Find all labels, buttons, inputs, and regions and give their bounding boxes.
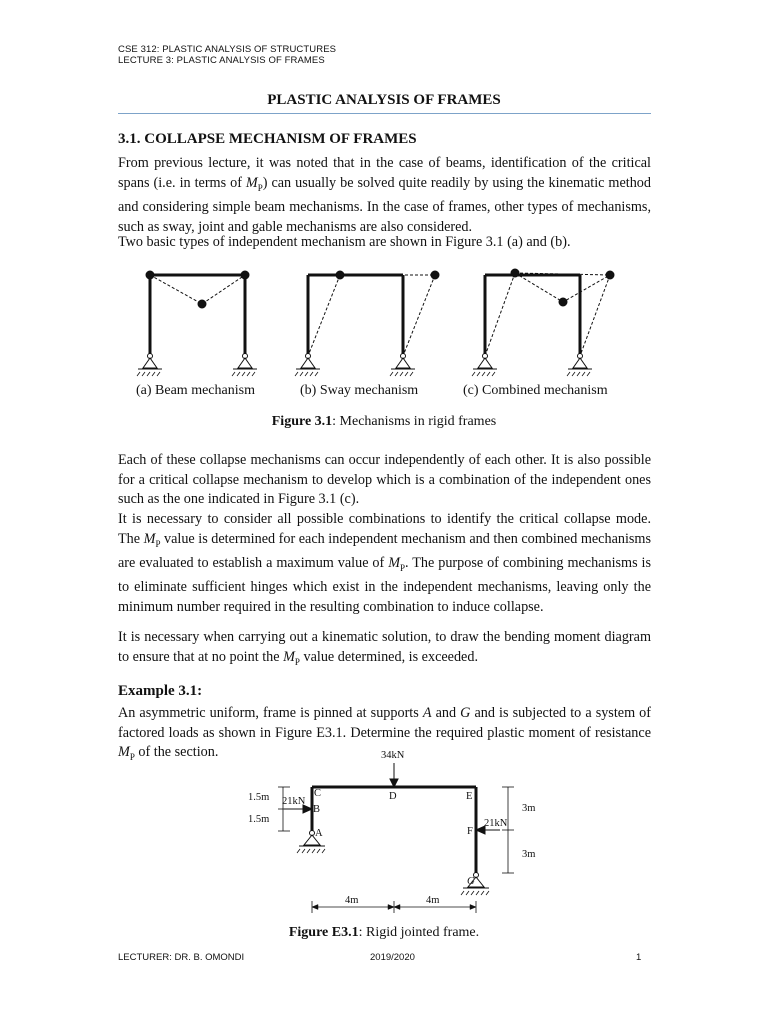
lecture-header: LECTURE 3: PLASTIC ANALYSIS OF FRAMES <box>118 55 325 66</box>
footer-page-number: 1 <box>636 952 642 963</box>
figure-e3-1-caption <box>0 925 768 941</box>
example-heading: Example 3.1: <box>118 683 203 699</box>
node-g-label: G <box>467 876 475 887</box>
node-e-label: E <box>466 791 473 802</box>
load-21kn-left-label: 21kN <box>282 796 306 807</box>
node-c-label: C <box>314 788 322 799</box>
dim-1-5m-lower: 1.5m <box>248 814 270 825</box>
title-divider <box>118 113 651 114</box>
footer-year: 2019/2020 <box>370 952 415 963</box>
para4-text-b: value is determined for each independent mechanism and then combined mechanisms are evaluated to establish a maximum value of <box>118 530 651 572</box>
paragraph-independence: Each of these collapse mechanisms can occur independently of each other. It is also possible for a critical collapse mechanism to develop which is a combination of the independent ones such as the one indicated in Figure 3.1 (c). <box>118 452 651 508</box>
figure-rigid-frame <box>0 745 768 920</box>
paragraph-two-types: Two basic types of independent mechanism are shown in Figure 3.1 (a) and (b). <box>118 234 571 250</box>
para4-text-a: It is necessary to consider all possible combinations to identify the critical collapse mode. The <box>118 511 651 547</box>
paragraph-kinematic: It is necessary when carrying out a kinematic solution, to draw the bending moment diagram to ensure that at no point the $M_P$ value determined, is exceeded. <box>118 629 651 667</box>
node-f-label: F <box>467 826 473 837</box>
paragraph-combinations: It is necessary to consider all possible combinations to identify the critical collapse mode. The $M_P$ value is determined for each independent mechanism and then combined mechanisms are evaluated to establish a maximum value of $M_P$. The purpose of combining mechanisms is to eliminate sufficient hinges which exist in the independent mechanisms, leaving only the minimum number required in the resulting combination to induce collapse. <box>118 511 651 616</box>
caption-e-text: : Rigid jointed frame. <box>358 925 480 940</box>
caption-label: Figure 3.1 <box>271 414 333 429</box>
label-beam-mechanism: (a) Beam mechanism <box>136 383 255 398</box>
para5-text-b: value determined, is exceeded. <box>299 648 478 665</box>
paragraph-example: An asymmetric uniform, frame is pinned at supports A and G and is subjected to a system of factored loads as shown in Figure E3.1. Determine the required plastic moment of resistance $M_P$ of the section. <box>118 705 651 763</box>
dim-4m-right: 4m <box>426 895 440 906</box>
beam-mechanism-diagram <box>137 271 257 376</box>
load-21kn-right-label: 21kN <box>484 818 508 829</box>
dim-3m-lower: 3m <box>522 849 536 860</box>
load-34kn-label: 34kN <box>381 750 405 761</box>
caption-e-label: Figure E3.1 <box>288 925 359 940</box>
mp-symbol: M <box>245 174 258 191</box>
figure-mechanisms <box>0 262 768 382</box>
figure-3-1-caption <box>0 414 768 430</box>
dim-1-5m-upper: 1.5m <box>248 792 270 803</box>
section-heading: 3.1. COLLAPSE MECHANISM OF FRAMES <box>118 131 417 147</box>
dim-3m-upper: 3m <box>522 803 536 814</box>
mp-subscript: P <box>257 182 263 193</box>
course-header: CSE 312: PLASTIC ANALYSIS OF STRUCTURES <box>118 44 337 55</box>
para4-text-c: . The purpose of combining mechanisms is to eliminate sufficient hinges which exist in the independent mechanisms, leaving only the minimum number required in the resulting combination to induce collapse. <box>118 555 651 616</box>
page-title: PLASTIC ANALYSIS OF FRAMES <box>267 92 501 108</box>
dim-4m-left: 4m <box>345 895 359 906</box>
sway-mechanism-diagram <box>295 271 439 376</box>
caption-text: : Mechanisms in rigid frames <box>332 414 497 429</box>
node-a-label: A <box>315 828 323 839</box>
label-combined-mechanism: (c) Combined mechanism <box>463 383 608 398</box>
node-d-label: D <box>389 791 397 802</box>
combined-mechanism-diagram <box>472 269 614 376</box>
paragraph-intro <box>118 154 651 237</box>
node-b-label: B <box>313 804 321 815</box>
para5-text-a: It is necessary when carrying out a kinematic solution, to draw the bending moment diagram to ensure that at no point the <box>118 629 651 665</box>
label-sway-mechanism: (b) Sway mechanism <box>300 383 419 398</box>
footer-lecturer: LECTURER: DR. B. OMONDI <box>118 952 245 963</box>
para1-text-a: From previous lecture, it was noted that in the case of beams, identification of the critical spans (i.e. in terms of <box>118 155 651 191</box>
para1-text-b: ) can usually be solved quite readily by using the kinematic method and considering simple beam mechanisms. In the case of frames, other types of mechanisms, such as sway, joint and gable mechanisms are also considered. <box>118 174 651 235</box>
